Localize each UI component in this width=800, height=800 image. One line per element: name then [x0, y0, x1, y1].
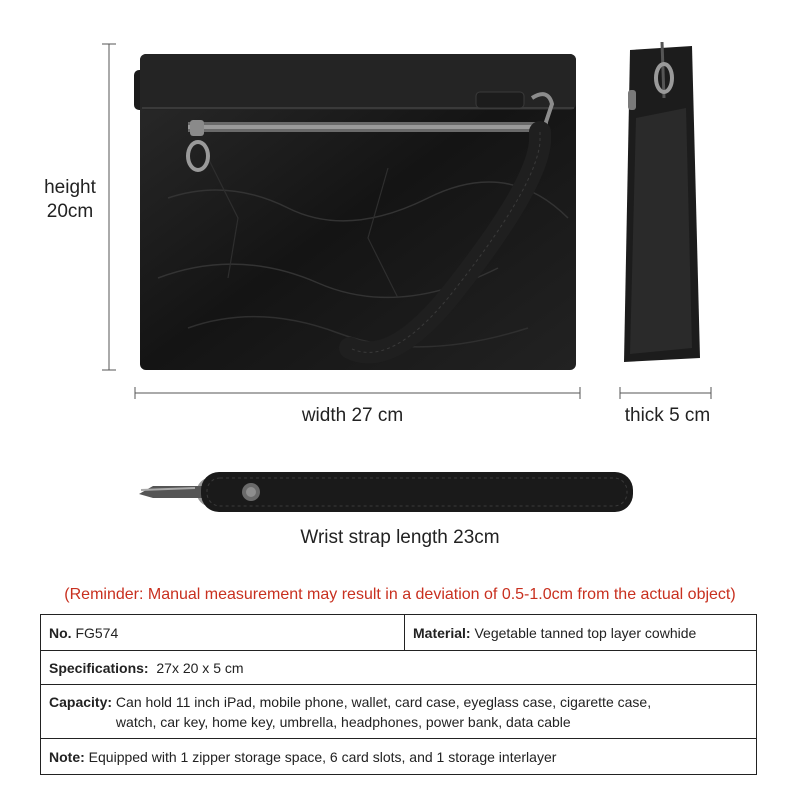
spec-cell-specifications: [41, 651, 757, 685]
material-label: Material:: [413, 624, 471, 641]
spec-row-note: [41, 739, 757, 775]
strap-length-label: Wrist strap length 23cm: [300, 527, 500, 548]
height-label: [30, 176, 110, 224]
spec-cell-capacity: [41, 685, 757, 739]
note-label: Note:: [49, 748, 85, 765]
width-dimension-line: [134, 385, 584, 401]
note-value: Equipped with 1 zipper storage space, 6 card slots, and 1 storage interlayer: [88, 748, 557, 765]
spec-row-capacity: [41, 685, 757, 739]
width-label: width 27 cm: [301, 405, 404, 426]
wrist-strap-image: [135, 464, 635, 520]
specifications-value: 27x 20 x 5 cm: [156, 659, 244, 676]
capacity-line-2: watch, car key, home key, umbrella, headphones, power bank, data cable: [115, 713, 571, 730]
measurement-reminder: (Reminder: Manual measurement may result in a deviation of 0.5-1.0cm from the actual object): [64, 586, 736, 603]
spec-cell-no: [41, 615, 405, 651]
spec-row-no-material: [41, 615, 757, 651]
capacity-value: [116, 692, 651, 732]
spec-table: [40, 614, 757, 775]
no-label: No.: [49, 624, 72, 641]
capacity-line-1: Can hold 11 inch iPad, mobile phone, wallet, card case, eyeglass case, cigarette case,: [115, 693, 652, 710]
bag-front-image: [128, 48, 588, 388]
height-label-value: 20cm: [46, 201, 94, 222]
thick-dimension-line: [619, 385, 715, 401]
no-value: FG574: [75, 624, 119, 641]
spec-cell-note: [41, 739, 757, 775]
spec-cell-material: [405, 615, 757, 651]
specifications-label: Specifications:: [49, 659, 149, 676]
thick-label: thick 5 cm: [624, 405, 711, 426]
height-label-word: height: [44, 177, 96, 198]
material-value: Vegetable tanned top layer cowhide: [474, 624, 697, 641]
spec-row-specifications: [41, 651, 757, 685]
bag-side-image: [612, 38, 712, 378]
capacity-label: Capacity:: [49, 693, 113, 710]
